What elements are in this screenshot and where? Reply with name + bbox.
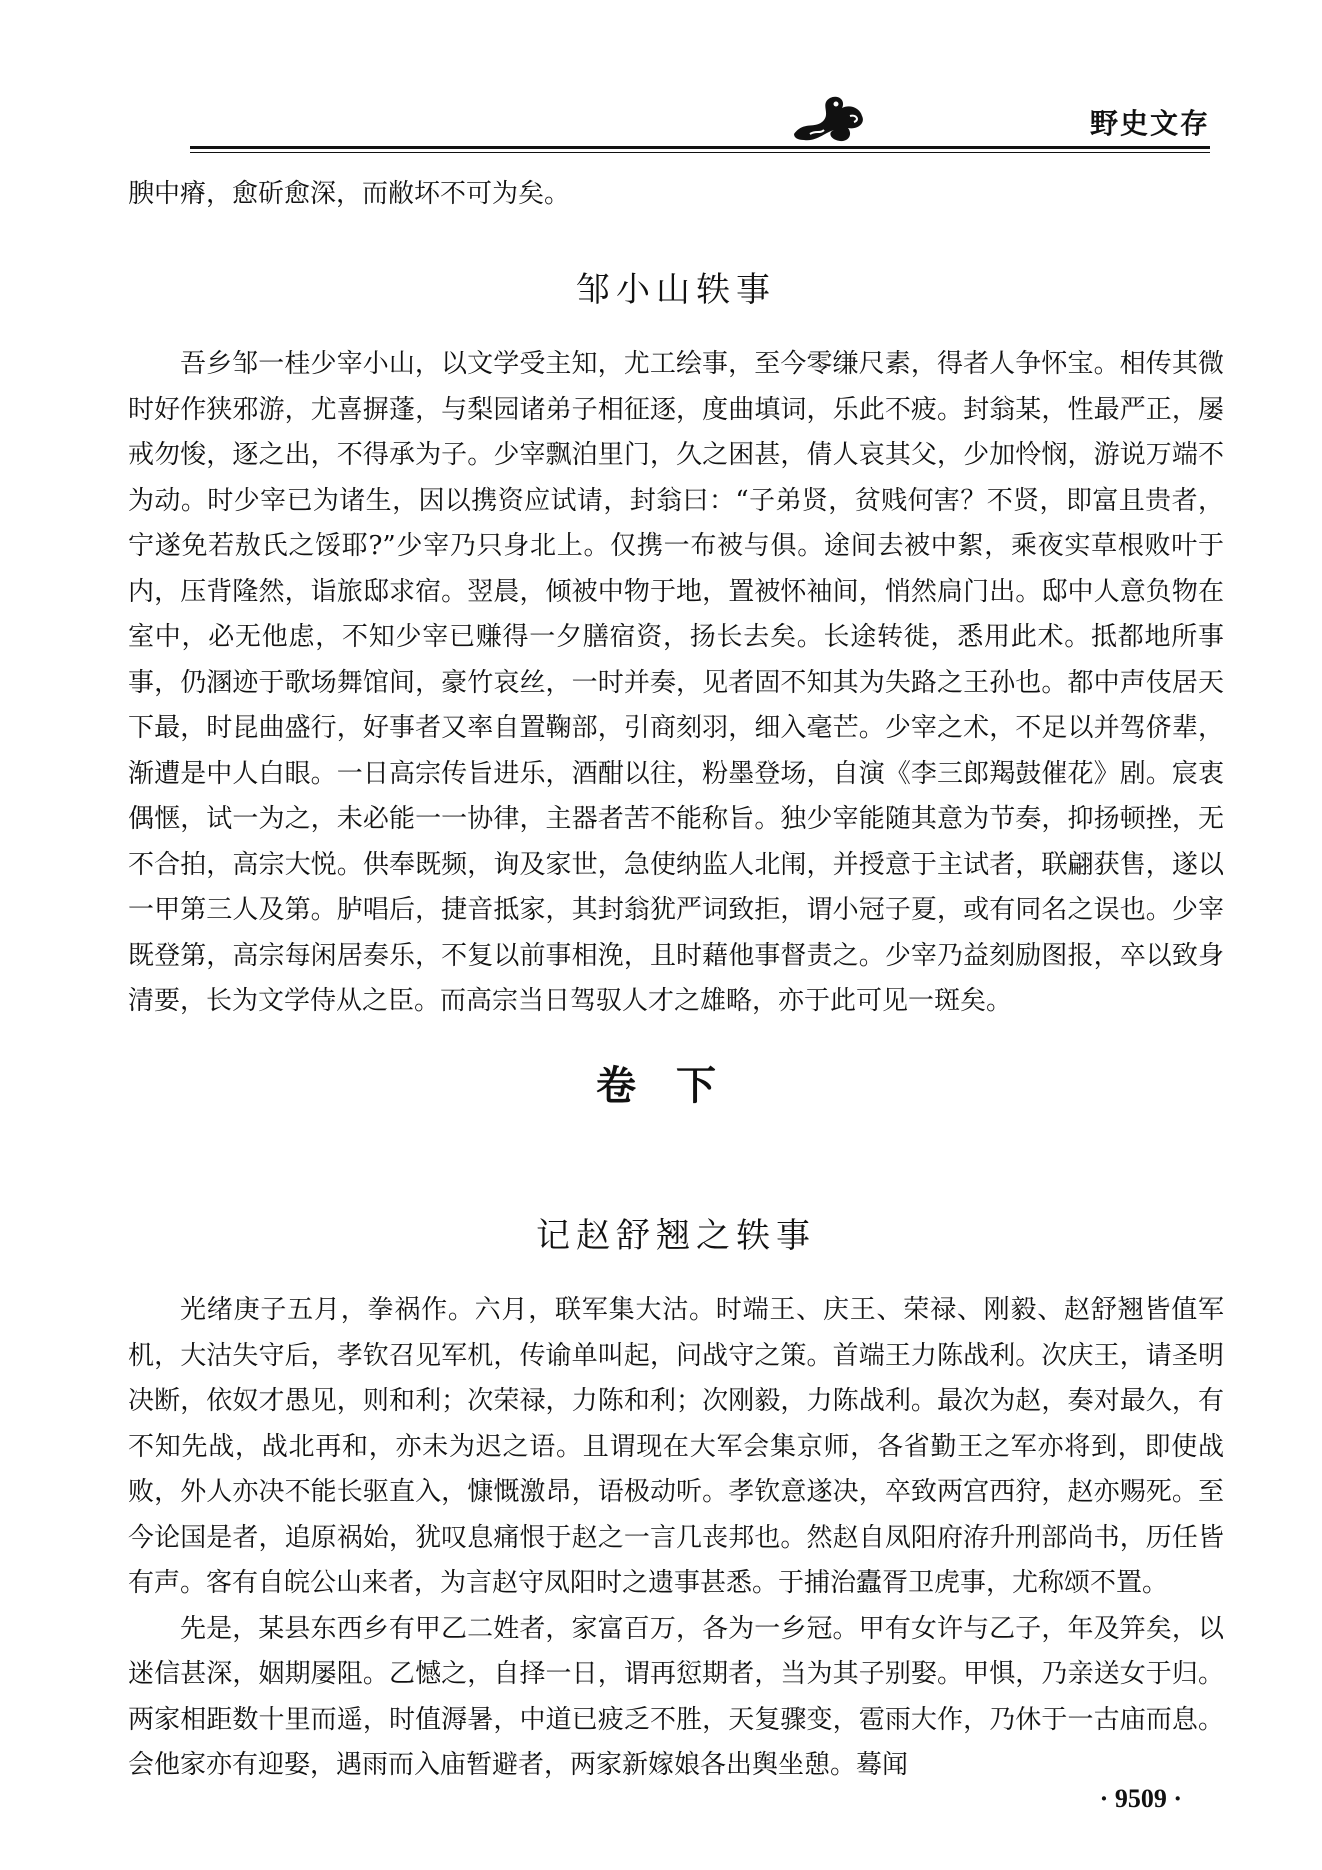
story2-title-block: [128, 1208, 1224, 1257]
story2-body: [128, 1288, 1224, 1789]
dragon-emblem-icon: [790, 90, 874, 146]
story2-paragraph-1: 光绪庚子五月，拳祸作。六月，联军集大沽。时端王、庆王、荣禄、刚毅、赵舒翘皆值军机，大沽失守后，孝钦召见军机，传谕单叫起，问战守之策。首端王力陈战利。次庆王，请圣明决断，依奴才愚见，则和利；次荣禄，力陈和利；次刚毅，力陈战利。最次为赵，奏对最久，有不知先战，战北再和，亦未为迟之语。且谓现在大军会集京师，各省勤王之军亦将到，即使战败，外人亦决不能长驱直入，慷慨激昂，语极动听。孝钦意遂决，卒致两宫西狩，赵亦赐死。至今论国是者，追原祸始，犹叹息痛恨于赵之一言几丧邦也。然赵自凤阳府洊升刑部尚书，历任皆有声。客有自皖公山来者，为言赵守凤阳时之遗事甚悉。于捕治蠹胥卫虎事，尤称颂不置。: [128, 1295, 1224, 1598]
story1-body: [128, 342, 1224, 1025]
header-rule: [190, 146, 1210, 149]
continuation-block: [128, 172, 1224, 218]
header-rule-thin: [190, 152, 1210, 153]
story2-paragraph-2: 先是，某县东西乡有甲乙二姓者，家富百万，各为一乡冠。甲有女许与乙子，年及笄矣，以迷信甚深，姻期屡阻。乙憾之，自择一日，谓再愆期者，当为其子别娶。甲惧，乃亲送女于归。两家相距数十里而遥，时值溽暑，中道已疲乏不胜，天复骤变，雹雨大作，乃休于一古庙而息。会他家亦有迎娶，遇雨而入庙暂避者，两家新嫁娘各出舆坐憩。蓦闻: [128, 1613, 1224, 1780]
page-number: · 9509 ·: [1099, 1784, 1182, 1813]
continuation-text: 腴中瘠，愈斫愈深，而敝坏不可为矣。: [128, 179, 571, 209]
volume-heading-block: [128, 1054, 1224, 1111]
running-header: [190, 88, 1210, 148]
story1-paragraph: 吾乡邹一桂少宰小山，以文学受主知，尤工绘事，至今零缣尺素，得者人争怀宝。相传其微时好作狭邪游，尤喜摒蓬，与梨园诸弟子相征逐，度曲填词，乐此不疲。封翁某，性最严正，屡戒勿悛，逐之出，不得承为子。少宰飘泊里门，久之困甚，倩人哀其父，少加怜悯，游说万端不为动。时少宰已为诸生，因以携资应试请，封翁曰：“子弟贤，贫贱何害？不贤，即富且贵者，宁遂免若敖氏之馁耶?”少宰乃只身北上。仅携一布被与俱。途间去被中絮，乘夜实草根败叶于内，压背隆然，诣旅邸求宿。翌晨，倾被中物于地，置被怀袖间，悄然扃门出。邸中人意负物在室中，必无他虑，不知少宰已赚得一夕膳宿资，扬长去矣。长途转徙，悉用此术。抵都地所事事，仍溷迹于歌场舞馆间，豪竹哀丝，一时并奏，见者固不知其为失路之王孙也。都中声伎居天下最，时昆曲盛行，好事者又率自置鞠部，引商刻羽，细入毫芒。少宰之术，不足以并驾侪辈，渐遭是中人白眼。一日高宗传旨进乐，酒酣以往，粉墨登场，自演《李三郎羯鼓催花》剧。宸衷偶惬，试一为之，未必能一一协律，主器者苦不能称旨。独少宰能随其意为节奏，抑扬顿挫，无不合拍，高宗大悦。供奉既频，询及家世，急使纳监人北闱，并授意于主试者，联翩获售，遂以一甲第三人及第。胪唱后，捷音抵家，其封翁犹严词致拒，谓小冠子夏，或有同名之误也。少宰既登第，高宗每闲居奏乐，不复以前事相浼，且时藉他事督责之。少宰乃益刻励图报，卒以致身清要，长为文学侍从之臣。而高宗当日驾驭人才之雄略，亦于此可见一斑矣。: [128, 349, 1224, 1016]
series-title: 野史文存: [1089, 107, 1210, 140]
story1-title: 邹小山轶事: [576, 270, 776, 310]
volume-heading: 卷下: [596, 1063, 756, 1109]
story1-title-block: [128, 262, 1224, 311]
story2-title: 记赵舒翘之轶事: [536, 1216, 816, 1256]
